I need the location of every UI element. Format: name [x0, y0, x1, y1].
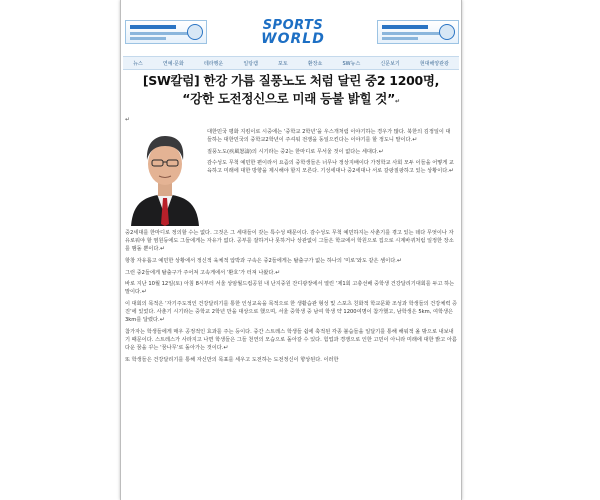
return-mark: ↵: [394, 98, 400, 105]
body-paragraph: 이 대회의 목적은 ‘자기주도적인 건강달리기를 통한 인성교육을 목적으로 한 생활습관 형성 및 스포츠 친화적 학교문화 조성과 학생들의 건강체력 증진’에 있었다. 사춘기 시기라는 중학교 2학년 만을 대상으로 했으며, 서울 중학생 중 남여 학생 약 1200여명이 참가했고, 남학생은 5km, 여학생은 3km를 달렸다.↵: [125, 301, 457, 324]
return-mark: ↵: [396, 256, 402, 264]
ad-globe-icon: [439, 24, 455, 40]
nav-item-tourism[interactable]: 현대해양관광: [419, 60, 449, 67]
nav-item-entertainment[interactable]: 연예·문화: [162, 60, 184, 67]
body-paragraph: 참가자는 학생들에게 매우 공정적인 효과를 주는 등이다. 중간 스트레스 학생들 쉽에 축적된 각종 불습들을 일달기를 통해 해워적 올 밖으로 내보내기 때문이다. 스트레스가 사라지고 나면 학생들은 그들 천연의 모습으로 돌아갈 수 있다. 힘업과 경쟁으로 인한 고민이 아니라 미래에 대한 밝고 아름다운 꿈을 꾸는 ‘꿈나무’로 돌아가는 것이다.↵: [125, 328, 457, 352]
return-mark: ↵: [125, 116, 131, 123]
ad-text-line: [130, 32, 190, 35]
left-banner-ad[interactable]: [125, 20, 207, 44]
intro-text-block: [207, 128, 455, 179]
title-line-2-text: “강한 도전정신으로 미래 등불 밝힐 것”: [182, 91, 395, 106]
body-paragraph: 바로 지난 10월 12일(토) 아침 8시부터 서울 상암월드컵공원 내 난지중원 잔디광장에서 열린 ‘제1회 고충선배 중학생 건강달리기대회를 두고 하는 말이다.↵: [125, 281, 455, 296]
nav-item-news[interactable]: 뉴스: [133, 60, 143, 67]
return-mark: ↵: [378, 147, 384, 155]
ad-text-line: [382, 25, 428, 29]
intro-paragraph: 대한민국 평화 지킴이로 시중에는 ‘중학교 2학년’을 우스개처럼 이야기하는 경우가 많다. 북한의 김정일이 대들하는 대한민국의 중학교2학년이 주셔워 전쟁을 동일으킨다는 이야기를 할 정도니 말이다.↵: [207, 129, 451, 144]
nav-item-terra[interactable]: 테라행운: [203, 60, 224, 67]
nav-item-show[interactable]: 환장쇼: [307, 60, 323, 67]
article-title: [121, 72, 461, 111]
nav-item-cam[interactable]: 일탕캠: [243, 60, 258, 67]
columnist-portrait: [123, 124, 207, 226]
return-mark: ↵: [159, 316, 165, 324]
newspaper-header: [123, 16, 459, 70]
site-nav-bar: [123, 56, 459, 70]
ad-text-line: [130, 37, 166, 40]
ad-text-line: [382, 37, 418, 40]
logo-line-2: WORLD: [261, 31, 325, 47]
return-mark: ↵: [223, 344, 229, 352]
logo-line-1: SPORTS: [262, 18, 324, 33]
intro-paragraph: 질풍노도(疾風怒濤)의 시기라는 중2는 한마디로 무서울 것이 없다는 세대다.↵: [207, 147, 384, 155]
body-paragraph: 또 학생들은 건강달리기를 통해 자신만의 목표를 세우고 도전하는 도전정신이 향상된다. 이러한: [125, 356, 339, 363]
right-banner-ad[interactable]: [377, 20, 459, 44]
ad-text-line: [382, 32, 442, 35]
ad-globe-icon: [187, 24, 203, 40]
intro-paragraph: 감수성도 무척 예민한 편이라서 요즘의 중학생들은 너무나 정상지배이다 가정학교 사회 모두 이들을 어떻게 교육하고 미래에 대한 방향을 제시해야 할지 모른다. 기성세대나 중2세대나 서로 갈팡질팡하고 있는 상황이다.↵: [207, 160, 454, 175]
nav-item-sw-news[interactable]: SW뉴스: [342, 60, 361, 67]
return-mark: ↵: [160, 245, 166, 253]
body-paragraph: 중2세대를 한마디로 정의할 수는 없다. 그것은 그 세대들이 갖는 특수성 때문이다. 감수성도 무척 예민하지는 사춘기를 겪고 있는 데다 무엇이나 자유로워야 할 염원등에도 그들에게는 자유가 없다. 공부를 잘하거나 못하거나 상관없이 그들은 학교에서 학원으로 집으로 시계바퀴처럼 일정한 장소를 맴돌 뿐이다.↵: [125, 230, 454, 253]
nav-item-newspaper[interactable]: 신문보기: [380, 60, 400, 67]
title-line-1: [SW칼럼] 한강 가름 질풍노도 처럼 달린 중2 1200명,: [142, 73, 440, 88]
sports-world-logo[interactable]: [243, 19, 343, 47]
article-body: [125, 229, 457, 367]
document-page: [120, 0, 462, 500]
return-mark: ↵: [412, 136, 418, 144]
body-paragraph: 그런 중2들에게 탈출구가 주어져 고속게에서 ‘환호’가 터져 나왔다.↵: [125, 268, 281, 276]
return-mark: ↵: [141, 288, 147, 296]
return-mark: ↵: [275, 268, 281, 276]
ad-text-line: [130, 25, 176, 29]
nav-item-photo[interactable]: 포토: [278, 60, 288, 67]
return-mark: ↵: [448, 167, 454, 175]
body-paragraph: 항창 자유롭고 예민한 상황에서 정신적 육체적 압박과 구속은 중2들에게는 탈출구가 없는 하나의 ‘미로’와도 같은 셈이다.↵: [125, 256, 402, 264]
title-line-2: [121, 90, 461, 111]
